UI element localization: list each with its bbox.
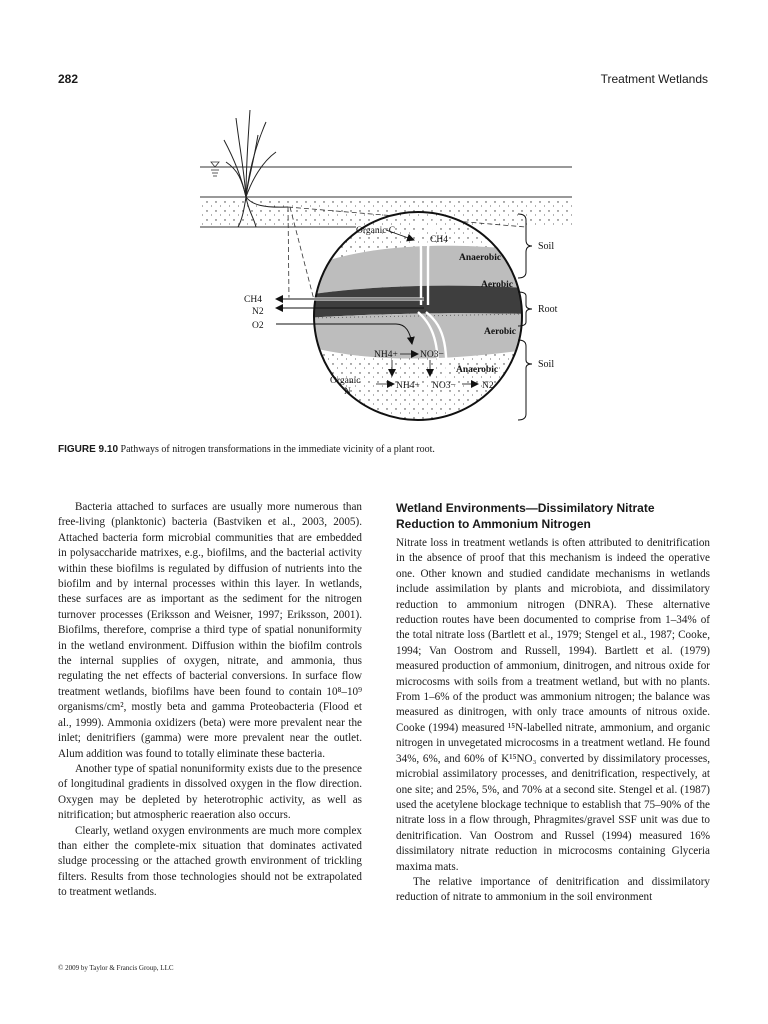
label-aerobic-top: Aerobic [481,280,514,290]
label-organic-c: Organic C [356,226,396,236]
label-no3-upper: NO3− [420,350,444,360]
label-organic-n-line2: N [344,387,351,397]
copyright-footer: © 2009 by Taylor & Francis Group, LLC [58,964,174,972]
figure-caption-label: FIGURE 9.10 [58,444,119,455]
paragraph: Another type of spatial nonuniformity exists due to the presence of longitudinal gradients in dissolved oxygen in the flow direction. Oxygen may be depleted by heterotrophic activity, as well as nitrification; but atmospheric reaeration also occurs. [58,762,362,822]
label-ch4-top: CH4 [430,235,448,245]
paragraph: The relative importance of denitrification and dissimilatory reduction of nitrate to ammonium in the soil environment [396,875,710,904]
label-n2-left: N2 [252,307,264,317]
label-root: Root [538,304,558,315]
running-head-title: Treatment Wetlands [600,72,708,86]
label-aerobic-bottom: Aerobic [484,327,517,337]
paragraph: Nitrate loss in treatment wetlands is often attributed to denitrification in the absence of proof that this mechanism is indeed the operative one. Other known and studied candidate mechanisms in wetlands include assimilation by plants and microbiota, and dissimilatory reduction to ammonium nitrogen (DNRA). These alternative reduction routes have been documented to comprise from 1–34% of the total nitrate loss (Bartlett et al., 1979; Stengel et al., 1987; Cooke, 1994; Van Oostrom and Russell, 1994). Bartlett et al. (1979) measured production of ammonium, dinitrogen, and nitrous oxide for microcosms with soils from a treatment wetland, but with no plants. From 1–6% of the product was ammonium nitrogen; the balance was measured as dinitrogen, with only trace amounts of nitrous oxide. Cooke (1994) measured ¹⁵N-labelled nitrate, ammonium, and organic nitrogen in unvegetated microcosms in a treatment wetland. He found 34%, 6%, and 60% of K¹⁵NO₃ converted by dissimilatory processes, microbial assimilatory processes, and denitrification, respectively, at one site; and 25%, 5%, and 70% at a second site. Stengel et al. (1987) used the acetylene blockage technique to establish that 75–90% of the nitrate loss in a flow through, Phragmites/gravel SSF unit was due to denitrification. Van Oostrom and Russel (1994) measured 16% dissimilatory nitrate reduction in microcosms containing Glyceria maxima mats. [396,537,710,873]
label-o2-left: O2 [252,321,264,331]
left-column [58,500,362,901]
paragraph: Bacteria attached to surfaces are usually more numerous than free-living (planktonic) bacteria (Bastviken et al., 2003, 2005). Attached bacteria form microbial communities that are embedded in polysaccharide matrixes, e.g., biofilms, and the bacterial activity within these biofilms is regulated by diffusion of nutrients into the biofilm and by internal processes within this layer. In wetlands, these surfaces are as important as the sediment for the nitrogen turnover processes (Eriksson and Weisner, 1997; Eriksson, 2001). Biofilms, therefore, comprise a third type of spatial nonuniformity in the wetland environment. Diffusion within the biofilm controls the internal supplies of oxygen, nitrate, and ammonia, thus regulating the net effects of bacterial conversions. In surface flow treatment wetlands, biofilms have been found to contain 10⁸–10⁹ organisms/cm², mostly beta and gamma Proteobacteria (Flood et al., 1999). Ammonia oxidizers (beta) were more prevalent near the inlet; denitrifiers (gamma) were more prevalent near the outlet. Alum addition was found to totally eliminate these bacteria. [58,501,362,760]
page-number: 282 [58,72,79,86]
paragraph: Clearly, wetland oxygen environments are much more complex than either the complete-mix situation that dominates activated sludge processing or the attached growth environment of trickling filters. Results from those technologies should not be extrapolated to treatment wetlands. [58,824,362,899]
label-anaerobic-bottom: Anaerobic [456,365,499,375]
label-soil-lower: Soil [538,359,555,370]
label-nh4-lower: NH4+ [396,381,420,391]
root-zone-magnification [306,210,536,425]
label-nh4-upper: NH4+ [374,350,398,360]
section-heading: Wetland Environments—Dissimilatory Nitrate Reduction to Ammonium Nitrogen [396,501,655,531]
figure-root-nitrogen-diagram [196,100,576,430]
water-level-icon [211,162,219,176]
right-column [396,500,710,906]
figure-caption-text: Pathways of nitrogen transformations in the immediate vicinity of a plant root. [120,444,435,455]
label-organic-n-line1: Organic [330,376,361,386]
label-ch4-left: CH4 [244,295,262,305]
figure-caption [58,444,708,455]
label-n2-lower: N2 [482,381,494,391]
label-anaerobic-top: Anaerobic [459,253,502,263]
label-no3-lower: NO3− [432,381,456,391]
label-soil-upper: Soil [538,241,555,252]
